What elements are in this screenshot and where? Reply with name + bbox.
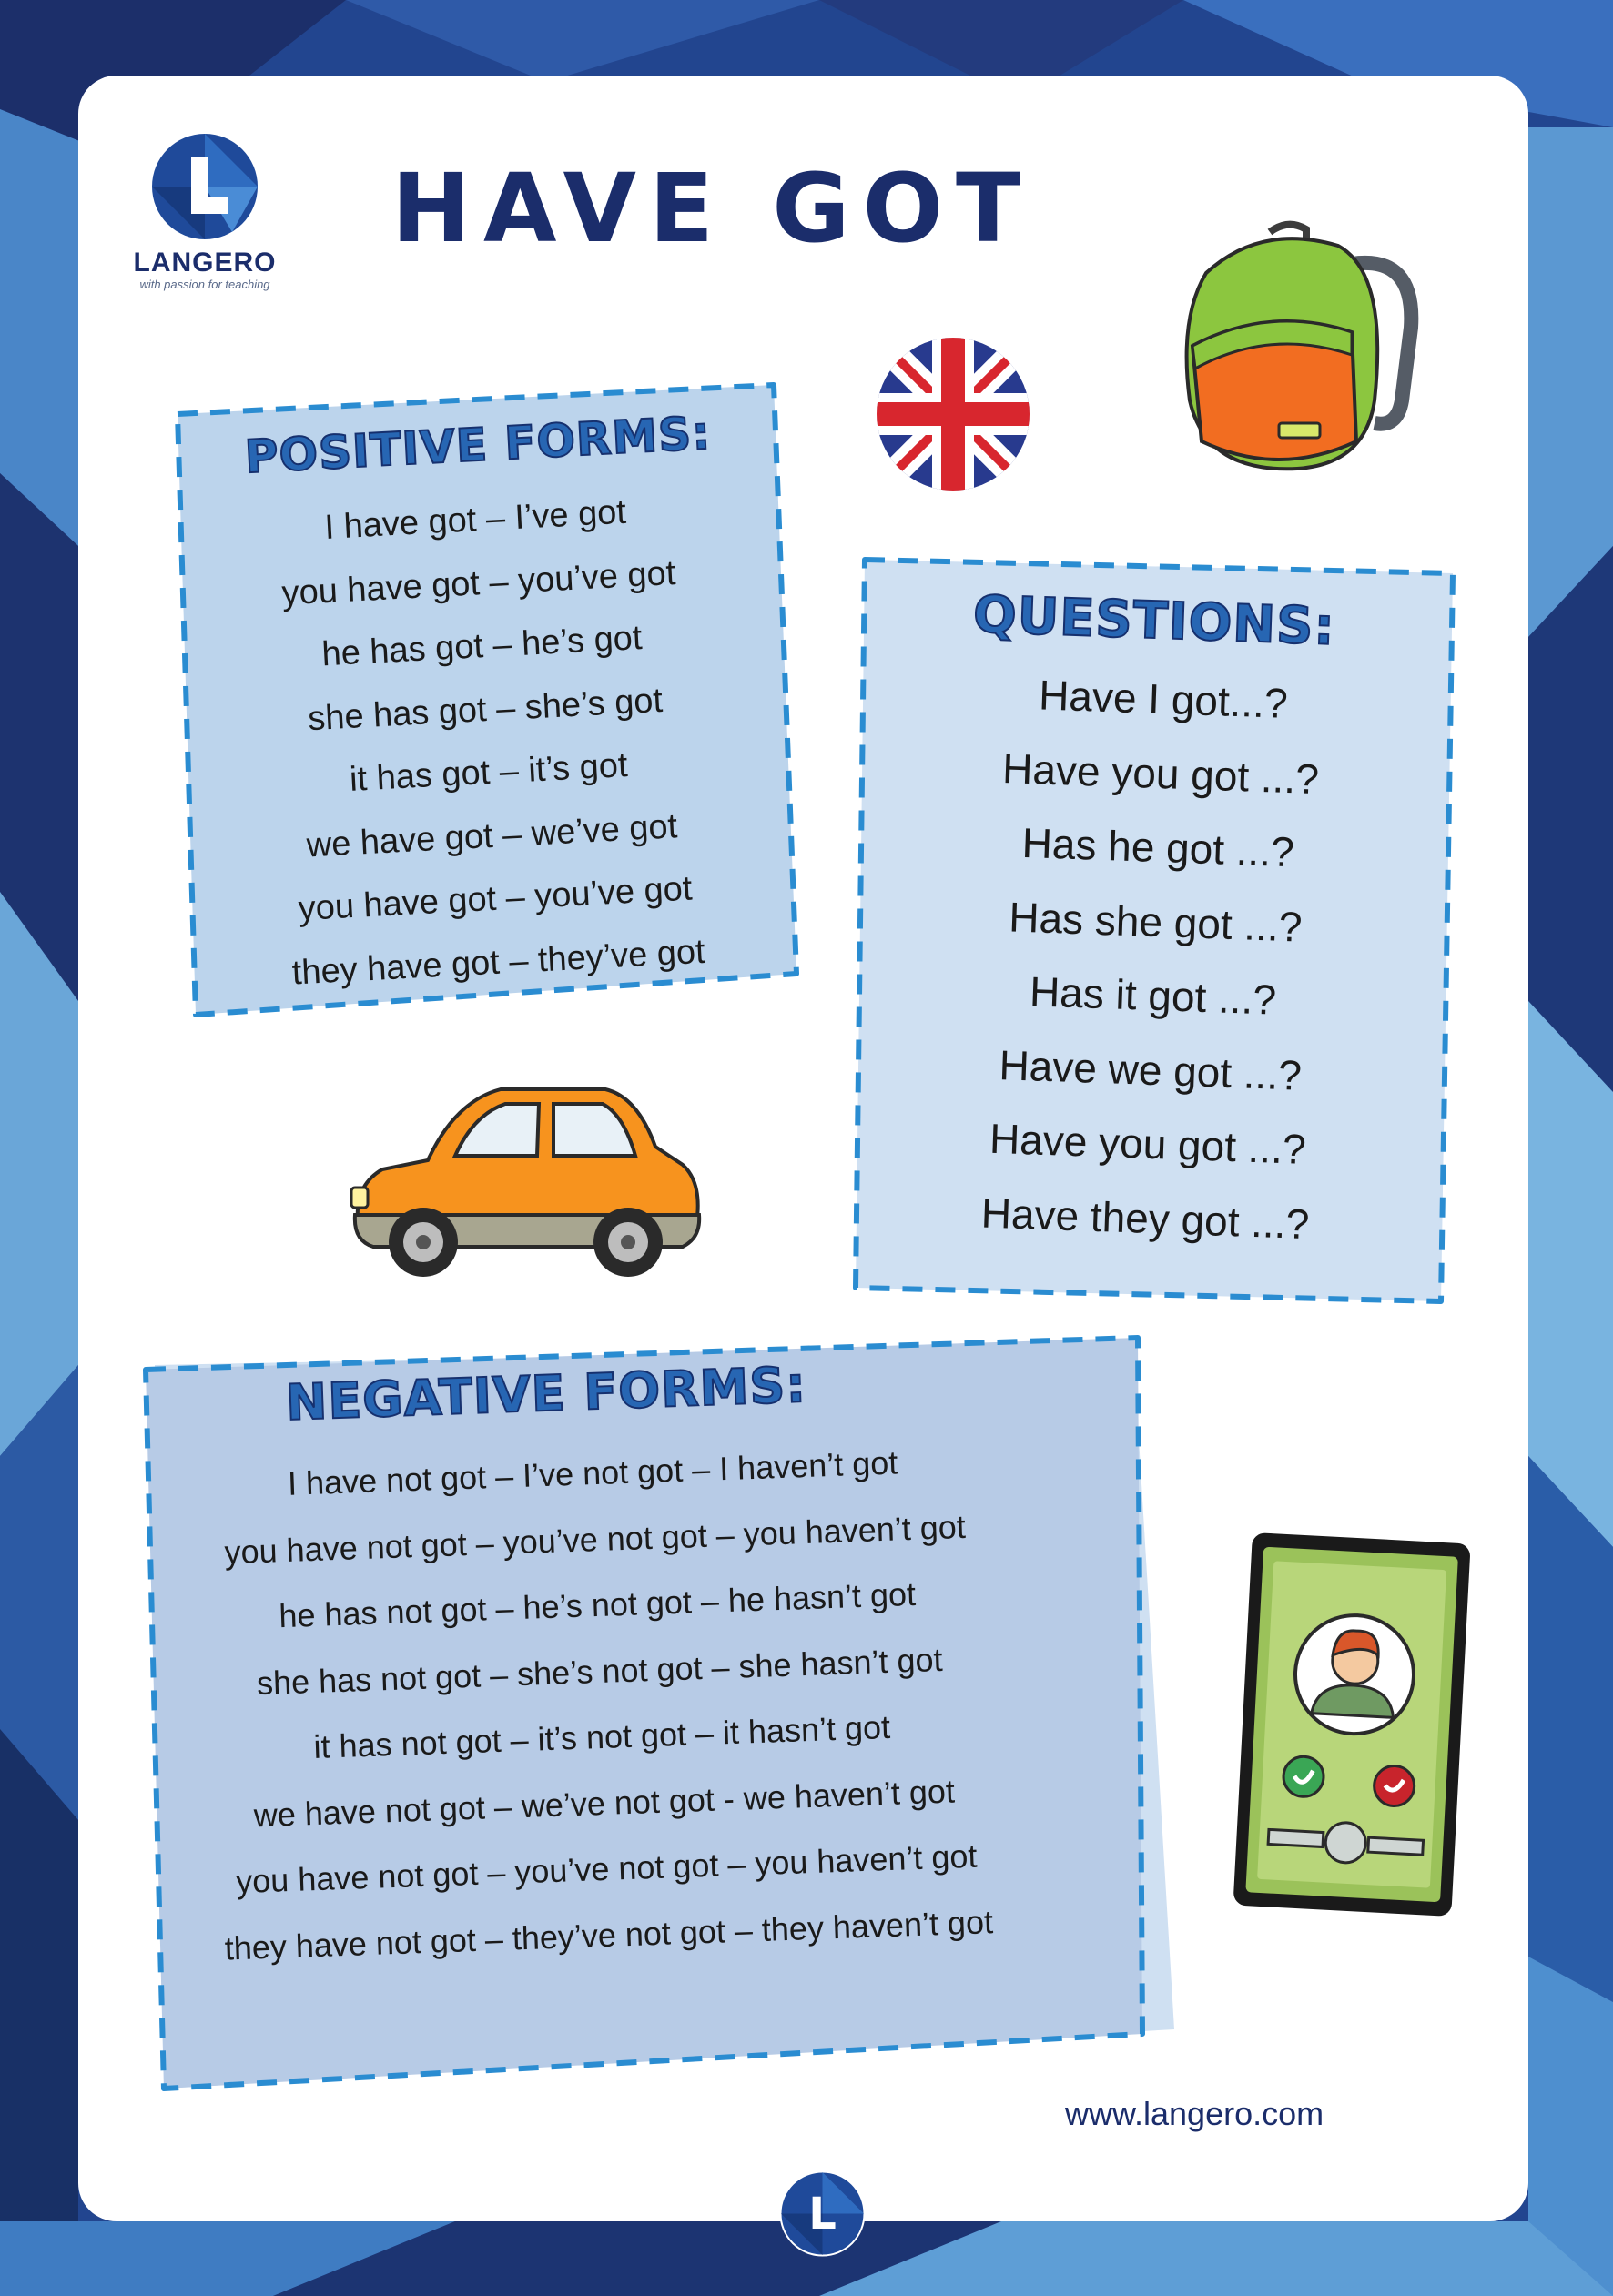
positive-heading: POSITIVE FORMS: bbox=[243, 406, 713, 484]
list-item: Has he got ...? bbox=[1020, 818, 1295, 876]
list-item: Have you got ...? bbox=[1001, 743, 1320, 803]
list-item: it has not got – it’s not got – it hasn’t got bbox=[312, 1707, 891, 1766]
phone-call-icon bbox=[1224, 1529, 1479, 1925]
questions-heading: QUESTIONS: bbox=[972, 585, 1336, 657]
list-item: Have we got ...? bbox=[998, 1040, 1303, 1099]
langero-logo-icon bbox=[150, 132, 259, 241]
list-item: Have they got ...? bbox=[979, 1188, 1311, 1248]
uk-flag-icon bbox=[876, 337, 1030, 491]
backpack-icon bbox=[1170, 218, 1425, 482]
list-item: Have I got...? bbox=[1038, 671, 1289, 727]
footer-logo-letter: L bbox=[808, 2189, 837, 2240]
list-item: Has it got ...? bbox=[1029, 967, 1277, 1024]
list-item: she has not got – she’s not got – she hasn’t got bbox=[256, 1640, 944, 1702]
negative-heading: NEGATIVE FORMS: bbox=[285, 1356, 807, 1431]
list-item: he has not got – he’s not got – he hasn’t got bbox=[278, 1574, 917, 1635]
questions-lines bbox=[871, 653, 1437, 1266]
page-title: HAVE GOT bbox=[391, 153, 1033, 264]
list-item: he has got – he’s got bbox=[320, 618, 644, 674]
list-item: they have got – they’ve got bbox=[290, 932, 706, 993]
negative-lines bbox=[182, 1426, 1020, 1982]
list-item: we have not got – we’ve not got - we haven’t got bbox=[253, 1772, 956, 1834]
list-item: I have got – I’ve got bbox=[323, 492, 627, 547]
website-link[interactable]: www.langero.com bbox=[1065, 2095, 1324, 2132]
list-item: you have not got – you’ve not got – you haven’t got bbox=[223, 1507, 967, 1571]
car-icon bbox=[346, 1078, 705, 1283]
negative-forms-box bbox=[137, 1310, 1183, 2098]
list-item: Has she got ...? bbox=[1008, 892, 1304, 951]
list-item: they have not got – they’ve not got – they haven’t got bbox=[224, 1902, 994, 1967]
positive-lines bbox=[192, 474, 782, 1009]
list-item: you have not got – you’ve not got – you haven’t got bbox=[235, 1836, 979, 1901]
positive-forms-box bbox=[168, 378, 806, 1028]
list-item: it has got – it’s got bbox=[349, 745, 629, 799]
questions-box bbox=[845, 546, 1464, 1310]
list-item: she has got – she’s got bbox=[307, 681, 664, 738]
brand-tagline: with passion for teaching bbox=[139, 278, 270, 291]
list-item: Have you got ...? bbox=[989, 1114, 1307, 1173]
list-item: you have got – you’ve got bbox=[280, 553, 677, 613]
list-item: we have got – we’ve got bbox=[305, 806, 679, 865]
list-item: I have not got – I’ve not got – I haven’t got bbox=[287, 1443, 898, 1502]
footer-logo-icon bbox=[779, 2170, 866, 2257]
list-item: you have got – you’ve got bbox=[297, 869, 694, 929]
brand-name: LANGERO bbox=[133, 248, 277, 278]
